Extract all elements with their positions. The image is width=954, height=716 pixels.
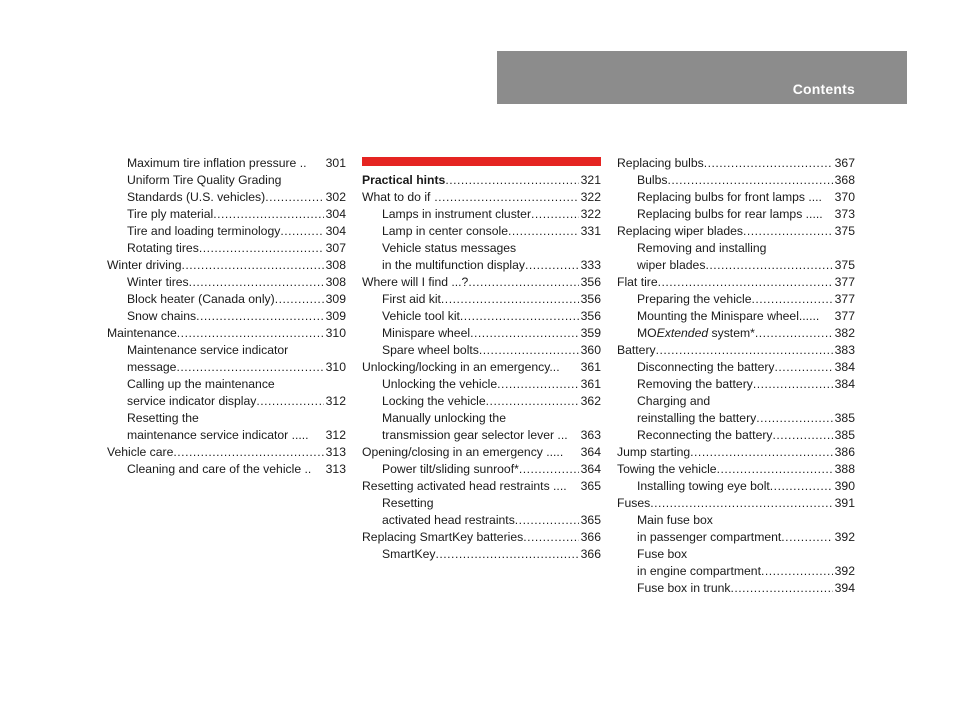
toc-page-number: 301: [325, 156, 346, 170]
toc-page-number: 385: [834, 428, 855, 442]
toc-entry[interactable]: [617, 274, 855, 291]
toc-page-number: 375: [834, 224, 855, 238]
toc-page-number: 392: [834, 530, 855, 544]
toc-entry-title: Snow chains: [127, 309, 197, 323]
toc-entry[interactable]: [617, 444, 855, 461]
toc-entry[interactable]: [107, 308, 346, 325]
toc-entry-title: in engine compartment: [637, 564, 761, 578]
toc-entry[interactable]: [107, 172, 346, 189]
toc-entry[interactable]: [362, 223, 601, 240]
toc-page-number: 366: [580, 530, 601, 544]
toc-page-number: 322: [580, 190, 601, 204]
toc-entry[interactable]: [362, 172, 601, 189]
toc-leader-dots: [470, 325, 579, 342]
toc-leader-dots: [460, 308, 579, 325]
toc-entry-title: First aid kit: [382, 292, 441, 306]
toc-entry[interactable]: [107, 444, 346, 461]
toc-leader-dots: [730, 580, 832, 597]
toc-leader-dots: [705, 257, 832, 274]
toc-entry[interactable]: [107, 240, 346, 257]
toc-page-number: 382: [834, 326, 855, 340]
toc-entry[interactable]: [362, 529, 601, 546]
toc-entry[interactable]: [107, 376, 346, 393]
toc-page-number: 333: [580, 258, 601, 272]
toc-page-number: 361: [580, 360, 601, 374]
toc-leader-dots: [280, 223, 323, 240]
toc-leader-dots: [656, 342, 833, 359]
toc-entry[interactable]: [617, 240, 855, 257]
toc-leader-dots: [508, 223, 579, 240]
toc-entry-title: Vehicle status messages: [382, 241, 517, 255]
toc-page-number: 377: [834, 309, 855, 323]
toc-leader-dots: [436, 546, 579, 563]
toc-entry-title: Calling up the maintenance: [127, 377, 275, 391]
toc-entry[interactable]: [107, 189, 346, 206]
toc-entry-title: Resetting activated head restraints ....: [362, 479, 567, 493]
toc-page-number: 368: [834, 173, 855, 187]
toc-entry[interactable]: [107, 393, 346, 410]
toc-entry[interactable]: [617, 257, 855, 274]
toc-entry[interactable]: [362, 257, 601, 274]
toc-leader-dots: [752, 291, 833, 308]
toc-page-number: 309: [325, 309, 346, 323]
toc-leader-dots: [704, 155, 833, 172]
toc-entry-title: Mounting the Minispare wheel......: [637, 309, 820, 323]
toc-page-number: 310: [325, 360, 346, 374]
toc-spacer: [362, 155, 601, 172]
toc-page-number: 385: [834, 411, 855, 425]
toc-entry-title: Unlocking/locking in an emergency...: [362, 360, 560, 374]
toc-entry[interactable]: [617, 393, 855, 410]
toc-entry-title: Vehicle care: [107, 445, 174, 459]
toc-entry-title: Vehicle tool kit: [382, 309, 460, 323]
toc-entry-title: Tire and loading terminology: [127, 224, 281, 238]
toc-leader-dots: [690, 444, 833, 461]
toc-entry-title: in passenger compartment: [637, 530, 782, 544]
toc-entry-title: message: [127, 360, 177, 374]
toc-entry-title: Uniform Tire Quality Grading: [127, 173, 282, 187]
toc-page-number: 313: [325, 445, 346, 459]
toc-entry[interactable]: [617, 546, 855, 563]
toc-entry-title: Towing the vehicle: [617, 462, 717, 476]
toc-entry-title: What to do if …: [362, 190, 446, 204]
toc-entry-title: Replacing SmartKey batteries: [362, 530, 524, 544]
toc-entry[interactable]: [362, 206, 601, 223]
toc-page-number: 390: [834, 479, 855, 493]
toc-entry-title: Installing towing eye bolt: [637, 479, 770, 493]
toc-entry[interactable]: [362, 410, 601, 427]
toc-page-number: 321: [580, 173, 601, 187]
toc-leader-dots: [173, 444, 323, 461]
toc-entry-title: Minispare wheel: [382, 326, 471, 340]
toc-page-number: 388: [834, 462, 855, 476]
toc-entry[interactable]: [617, 223, 855, 240]
header-bar: [497, 51, 907, 104]
toc-entry[interactable]: [617, 189, 855, 206]
toc-entry-title: in the multifunction display: [382, 258, 525, 272]
toc-entry-title: Bulbs: [637, 173, 668, 187]
toc-entry-title: Winter tires: [127, 275, 189, 289]
toc-entry-title: Maintenance service indicator: [127, 343, 289, 357]
toc-page-number: 363: [580, 428, 601, 442]
toc-entry[interactable]: [617, 495, 855, 512]
toc-entry-title: Where will I find ...?: [362, 275, 469, 289]
toc-column-2: [362, 155, 601, 563]
toc-entry[interactable]: [617, 478, 855, 495]
toc-entry[interactable]: [107, 257, 346, 274]
toc-entry[interactable]: [107, 291, 346, 308]
toc-entry-title: Replacing bulbs for front lamps ....: [637, 190, 822, 204]
toc-leader-dots: [773, 427, 833, 444]
toc-entry-title: Rotating tires: [127, 241, 199, 255]
toc-page-number: 356: [580, 275, 601, 289]
toc-page-number: 370: [834, 190, 855, 204]
toc-entry[interactable]: [362, 478, 601, 495]
toc-entry-title: Disconnecting the battery: [637, 360, 775, 374]
toc-leader-dots: [717, 461, 833, 478]
toc-entry[interactable]: [107, 155, 346, 172]
toc-entry-title: Maximum tire inflation pressure ..: [127, 156, 307, 170]
toc-page-number: 304: [325, 207, 346, 221]
toc-entry[interactable]: [362, 325, 601, 342]
toc-page-number: 384: [834, 377, 855, 391]
toc-page-number: 359: [580, 326, 601, 340]
toc-leader-dots: [445, 172, 578, 189]
toc-leader-dots: [497, 376, 578, 393]
toc-page-number: 312: [325, 394, 346, 408]
toc-entry[interactable]: [107, 427, 346, 444]
toc-entry-title: Manually unlocking the: [382, 411, 506, 425]
toc-column-3: [617, 155, 855, 597]
toc-entry-title: Fuses: [617, 496, 651, 510]
toc-entry-title: Removing and installing: [637, 241, 767, 255]
toc-leader-dots: [753, 376, 833, 393]
toc-entry[interactable]: [617, 325, 855, 342]
toc-entry[interactable]: [617, 155, 855, 172]
toc-entry-title: Reconnecting the battery: [637, 428, 773, 442]
toc-leader-dots: [781, 529, 832, 546]
toc-entry-title: Jump starting: [617, 445, 691, 459]
toc-leader-dots: [213, 206, 323, 223]
toc-page-number: 364: [580, 445, 601, 459]
toc-entry-title: Resetting: [382, 496, 434, 510]
toc-entry[interactable]: [617, 529, 855, 546]
toc-leader-dots: [531, 206, 579, 223]
toc-entry[interactable]: [362, 189, 601, 206]
toc-column-1: [107, 155, 346, 478]
toc-page-number: 391: [834, 496, 855, 510]
toc-entry[interactable]: [107, 325, 346, 342]
toc-page-number: 302: [325, 190, 346, 204]
toc-leader-dots: [265, 189, 323, 206]
toc-page-number: 365: [580, 513, 601, 527]
toc-leader-dots: [182, 257, 324, 274]
toc-page-number: 313: [325, 462, 346, 476]
toc-entry[interactable]: [362, 512, 601, 529]
toc-leader-dots: [756, 410, 832, 427]
toc-leader-dots: [196, 308, 324, 325]
toc-entry[interactable]: [107, 223, 346, 240]
toc-page-number: 377: [834, 292, 855, 306]
toc-entry-title: Winter driving: [107, 258, 182, 272]
toc-entry[interactable]: [617, 291, 855, 308]
toc-page-number: 310: [325, 326, 346, 340]
toc-page-number: 377: [834, 275, 855, 289]
toc-entry-title: reinstalling the battery: [637, 411, 757, 425]
toc-entry[interactable]: [107, 461, 346, 478]
toc-page-number: 331: [580, 224, 601, 238]
toc-page-number: 360: [580, 343, 601, 357]
toc-leader-dots: [770, 478, 833, 495]
toc-entry-title: Fuse box in trunk: [637, 581, 731, 595]
toc-entry-title: Replacing bulbs: [617, 156, 704, 170]
toc-entry-title: Practical hints: [362, 173, 446, 187]
toc-entry[interactable]: [617, 359, 855, 376]
toc-leader-dots: [775, 359, 833, 376]
toc-entry-title: Removing the battery: [637, 377, 753, 391]
toc-entry[interactable]: [617, 512, 855, 529]
toc-entry-title: Standards (U.S. vehicles): [127, 190, 266, 204]
toc-page-number: 392: [834, 564, 855, 578]
toc-leader-dots: [519, 461, 579, 478]
toc-entry-title: Locking the vehicle: [382, 394, 486, 408]
toc-entry[interactable]: [617, 563, 855, 580]
toc-entry-title: MOExtended system*: [637, 326, 755, 340]
toc-entry-title: Battery: [617, 343, 656, 357]
toc-entry-title: transmission gear selector lever ...: [382, 428, 568, 442]
toc-entry[interactable]: [362, 393, 601, 410]
toc-entry-title: Block heater (Canada only): [127, 292, 275, 306]
toc-entry-title: Replacing wiper blades: [617, 224, 744, 238]
toc-page-number: 312: [325, 428, 346, 442]
toc-leader-dots: [650, 495, 832, 512]
toc-leader-dots: [525, 257, 579, 274]
toc-entry[interactable]: [107, 342, 346, 359]
toc-entry[interactable]: [362, 546, 601, 563]
toc-leader-dots: [479, 342, 579, 359]
toc-entry[interactable]: [617, 376, 855, 393]
toc-entry[interactable]: [362, 274, 601, 291]
toc-entry-title: Maintenance: [107, 326, 177, 340]
toc-entry-title: Replacing bulbs for rear lamps .....: [637, 207, 823, 221]
toc-leader-dots: [761, 563, 833, 580]
toc-page-number: 307: [325, 241, 346, 255]
toc-page-number: 373: [834, 207, 855, 221]
toc-entry-title: Opening/closing in an emergency .....: [362, 445, 564, 459]
toc-entry[interactable]: [362, 308, 601, 325]
toc-entry-title: activated head restraints: [382, 513, 515, 527]
toc-leader-dots: [176, 359, 323, 376]
toc-leader-dots: [468, 274, 578, 291]
toc-entry[interactable]: [617, 580, 855, 597]
toc-entry-title: Fuse box: [637, 547, 688, 561]
toc-leader-dots: [743, 223, 833, 240]
toc-page-number: 362: [580, 394, 601, 408]
toc-leader-dots: [446, 189, 579, 206]
toc-leader-dots: [199, 240, 324, 257]
toc-page-number: 356: [580, 309, 601, 323]
toc-entry-title: Charging and: [637, 394, 711, 408]
toc-leader-dots: [523, 529, 578, 546]
toc-leader-dots: [256, 393, 323, 410]
toc-entry[interactable]: [617, 427, 855, 444]
toc-leader-dots: [486, 393, 579, 410]
toc-page-number: 386: [834, 445, 855, 459]
toc-entry[interactable]: [617, 461, 855, 478]
toc-entry-title: Spare wheel bolts: [382, 343, 479, 357]
toc-leader-dots: [755, 325, 833, 342]
toc-leader-dots: [668, 172, 833, 189]
toc-entry[interactable]: [362, 359, 601, 376]
toc-entry-title: Power tilt/sliding sunroof*: [382, 462, 519, 476]
toc-entry-title: Preparing the vehicle: [637, 292, 752, 306]
toc-entry[interactable]: [362, 444, 601, 461]
toc-entry[interactable]: [362, 376, 601, 393]
toc-entry-title: wiper blades: [637, 258, 706, 272]
toc-page-number: 308: [325, 258, 346, 272]
toc-entry[interactable]: [362, 427, 601, 444]
toc-leader-dots: [658, 274, 833, 291]
toc-page-number: 322: [580, 207, 601, 221]
toc-entry[interactable]: [617, 206, 855, 223]
toc-page-number: 375: [834, 258, 855, 272]
toc-page-number: 309: [325, 292, 346, 306]
toc-entry[interactable]: [107, 359, 346, 376]
toc-entry[interactable]: [362, 240, 601, 257]
toc-page-number: 304: [325, 224, 346, 238]
toc-entry[interactable]: [617, 342, 855, 359]
toc-page-number: 383: [834, 343, 855, 357]
toc-entry[interactable]: [617, 172, 855, 189]
toc-entry-title: SmartKey: [382, 547, 436, 561]
toc-page-number: 361: [580, 377, 601, 391]
toc-entry-title: service indicator display: [127, 394, 257, 408]
toc-entry[interactable]: [107, 274, 346, 291]
toc-entry-title: maintenance service indicator .....: [127, 428, 309, 442]
toc-entry[interactable]: [617, 308, 855, 325]
toc-entry[interactable]: [362, 461, 601, 478]
page-title: Contents: [792, 81, 855, 97]
toc-page-number: 384: [834, 360, 855, 374]
toc-page-number: 308: [325, 275, 346, 289]
toc-entry-title: Cleaning and care of the vehicle ..: [127, 462, 312, 476]
toc-entry-title: Resetting the: [127, 411, 199, 425]
toc-leader-dots: [275, 291, 324, 308]
toc-entry-title: Lamp in center console: [382, 224, 509, 238]
toc-entry[interactable]: [617, 410, 855, 427]
toc-page-number: 367: [834, 156, 855, 170]
toc-entry[interactable]: [362, 495, 601, 512]
toc-entry-title: Lamps in instrument cluster: [382, 207, 532, 221]
toc-leader-dots: [177, 325, 324, 342]
toc-entry[interactable]: [107, 410, 346, 427]
toc-entry[interactable]: [107, 206, 346, 223]
toc-leader-dots: [441, 291, 579, 308]
toc-page-number: 356: [580, 292, 601, 306]
toc-leader-dots: [515, 512, 579, 529]
toc-page-number: 394: [834, 581, 855, 595]
toc-page-number: 365: [580, 479, 601, 493]
toc-entry-title: Unlocking the vehicle: [382, 377, 498, 391]
toc-entry-title: Tire ply material: [127, 207, 214, 221]
toc-leader-dots: [189, 274, 324, 291]
toc-page-number: 364: [580, 462, 601, 476]
toc-page-number: 366: [580, 547, 601, 561]
toc-entry-title: Main fuse box: [637, 513, 713, 527]
toc-entry[interactable]: [362, 291, 601, 308]
toc-entry-title: Flat tire: [617, 275, 658, 289]
toc-entry[interactable]: [362, 342, 601, 359]
